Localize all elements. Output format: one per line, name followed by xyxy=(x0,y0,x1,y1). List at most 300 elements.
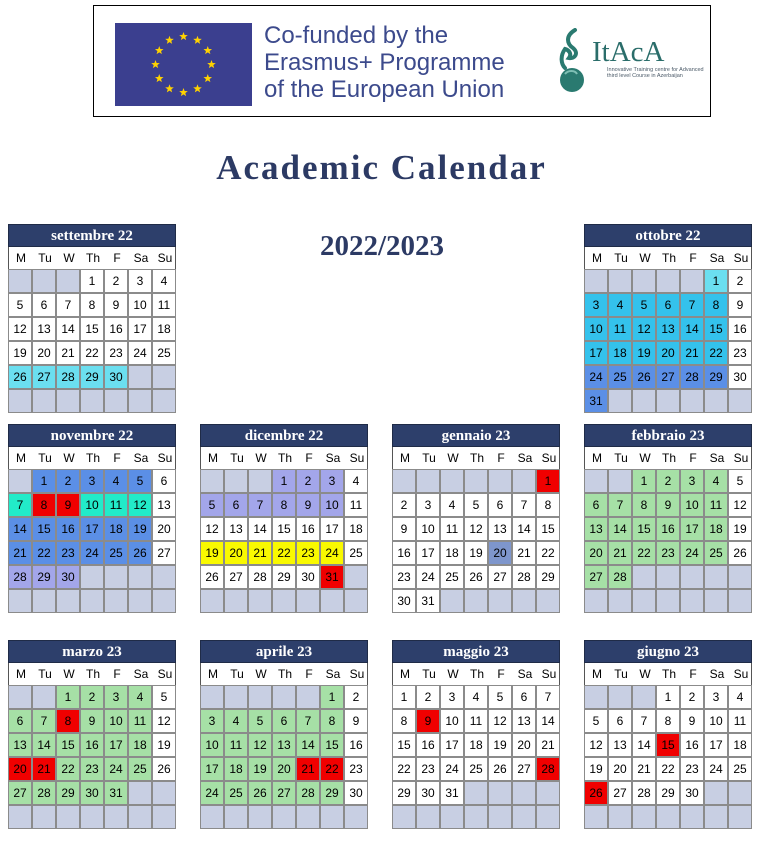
weekday-label: Su xyxy=(157,667,173,681)
day-cell: 8 xyxy=(56,709,80,733)
empty-cell xyxy=(584,269,608,293)
weekday-label: Tu xyxy=(230,451,244,465)
day-cell: 23 xyxy=(728,341,752,365)
weekday-label: Th xyxy=(85,667,100,681)
day-cell: 8 xyxy=(656,709,680,733)
empty-cell xyxy=(56,269,80,293)
empty-cell xyxy=(632,565,656,589)
day-cell: 20 xyxy=(224,541,248,565)
month-calendar xyxy=(200,424,368,613)
day-cell: 1 xyxy=(80,269,104,293)
empty-cell xyxy=(248,589,272,613)
month-title: maggio 23 xyxy=(392,640,560,663)
day-cell: 9 xyxy=(728,293,752,317)
day-cell: 24 xyxy=(440,757,464,781)
empty-cell xyxy=(464,805,488,829)
day-cell: 21 xyxy=(608,541,632,565)
day-cell: 7 xyxy=(296,709,320,733)
weekday-label: Tu xyxy=(38,251,52,265)
weekday-label: Tu xyxy=(614,451,628,465)
weekday-header xyxy=(392,663,560,685)
month-calendar xyxy=(392,424,560,613)
empty-cell xyxy=(584,685,608,709)
empty-cell xyxy=(608,589,632,613)
day-cell: 10 xyxy=(320,493,344,517)
weekday-label: M xyxy=(592,667,602,681)
day-cell: 27 xyxy=(272,781,296,805)
weekday-label: W xyxy=(447,451,459,465)
day-cell: 28 xyxy=(608,565,632,589)
day-cell: 19 xyxy=(728,517,752,541)
day-cell: 28 xyxy=(56,365,80,389)
weekday-label: M xyxy=(400,667,410,681)
month-calendar xyxy=(584,224,752,413)
day-cell: 15 xyxy=(32,517,56,541)
day-cell: 7 xyxy=(56,293,80,317)
day-cell: 25 xyxy=(224,781,248,805)
weekday-label: Su xyxy=(733,251,749,265)
empty-cell xyxy=(128,565,152,589)
empty-cell xyxy=(464,469,488,493)
day-cell: 15 xyxy=(704,317,728,341)
day-cell: 22 xyxy=(272,541,296,565)
weekday-label: Tu xyxy=(422,667,436,681)
day-cell: 16 xyxy=(296,517,320,541)
month-title: gennaio 23 xyxy=(392,424,560,447)
day-cell: 1 xyxy=(536,469,560,493)
weekday-label: Sa xyxy=(133,451,149,465)
day-cell: 15 xyxy=(56,733,80,757)
day-cell: 6 xyxy=(656,293,680,317)
empty-cell xyxy=(656,805,680,829)
empty-cell xyxy=(704,589,728,613)
itaca-subtitle: Innovative Training centre for Advanced third level Course in Azerbaijan xyxy=(607,67,704,79)
day-cell: 30 xyxy=(344,781,368,805)
day-cell: 12 xyxy=(464,517,488,541)
day-cell: 1 xyxy=(656,685,680,709)
empty-cell xyxy=(440,469,464,493)
day-cell: 17 xyxy=(416,541,440,565)
day-cell: 30 xyxy=(104,365,128,389)
empty-cell xyxy=(200,805,224,829)
day-cell: 14 xyxy=(632,733,656,757)
day-cell: 7 xyxy=(248,493,272,517)
day-cell: 25 xyxy=(608,365,632,389)
day-cell: 4 xyxy=(152,269,176,293)
month-title: settembre 22 xyxy=(8,224,176,247)
day-cell: 5 xyxy=(728,469,752,493)
day-grid xyxy=(200,685,368,829)
day-cell: 29 xyxy=(80,365,104,389)
day-cell: 10 xyxy=(440,709,464,733)
day-cell: 28 xyxy=(32,781,56,805)
day-cell: 30 xyxy=(80,781,104,805)
day-cell: 17 xyxy=(80,517,104,541)
weekday-label: F xyxy=(113,251,121,265)
empty-cell xyxy=(440,805,464,829)
weekday-label: Sa xyxy=(133,251,149,265)
empty-cell xyxy=(56,389,80,413)
day-cell: 25 xyxy=(344,541,368,565)
day-grid xyxy=(8,269,176,413)
empty-cell xyxy=(32,805,56,829)
day-cell: 20 xyxy=(656,341,680,365)
weekday-label: W xyxy=(63,667,75,681)
day-cell: 15 xyxy=(80,317,104,341)
weekday-label: Sa xyxy=(517,451,533,465)
day-cell: 12 xyxy=(728,493,752,517)
day-cell: 5 xyxy=(200,493,224,517)
weekday-label: M xyxy=(208,667,218,681)
empty-cell xyxy=(512,805,536,829)
day-cell: 9 xyxy=(296,493,320,517)
weekday-label: M xyxy=(400,451,410,465)
day-cell: 19 xyxy=(488,733,512,757)
empty-cell xyxy=(224,589,248,613)
empty-cell xyxy=(464,589,488,613)
weekday-label: Sa xyxy=(709,451,725,465)
day-cell: 3 xyxy=(680,469,704,493)
empty-cell xyxy=(632,589,656,613)
day-cell: 18 xyxy=(464,733,488,757)
empty-cell xyxy=(536,805,560,829)
day-cell: 12 xyxy=(128,493,152,517)
month-calendar xyxy=(8,424,176,613)
empty-cell xyxy=(680,269,704,293)
day-cell: 3 xyxy=(128,269,152,293)
day-cell: 4 xyxy=(704,469,728,493)
day-cell: 23 xyxy=(416,757,440,781)
empty-cell xyxy=(488,805,512,829)
weekday-label: Su xyxy=(733,667,749,681)
empty-cell xyxy=(56,805,80,829)
day-cell: 2 xyxy=(728,269,752,293)
day-grid xyxy=(8,469,176,613)
day-grid xyxy=(8,685,176,829)
month-title: febbraio 23 xyxy=(584,424,752,447)
weekday-header xyxy=(584,663,752,685)
day-cell: 25 xyxy=(128,757,152,781)
weekday-label: F xyxy=(305,667,313,681)
day-cell: 11 xyxy=(104,493,128,517)
empty-cell xyxy=(200,685,224,709)
day-cell: 25 xyxy=(704,541,728,565)
day-cell: 22 xyxy=(656,757,680,781)
weekday-label: Th xyxy=(277,667,292,681)
day-cell: 30 xyxy=(392,589,416,613)
day-cell: 15 xyxy=(656,733,680,757)
empty-cell xyxy=(656,565,680,589)
weekday-label: M xyxy=(592,451,602,465)
day-cell: 6 xyxy=(32,293,56,317)
empty-cell xyxy=(128,389,152,413)
day-cell: 22 xyxy=(320,757,344,781)
day-cell: 12 xyxy=(8,317,32,341)
day-cell: 12 xyxy=(152,709,176,733)
day-cell: 28 xyxy=(632,781,656,805)
empty-cell xyxy=(680,565,704,589)
day-cell: 16 xyxy=(416,733,440,757)
day-cell: 6 xyxy=(272,709,296,733)
day-cell: 3 xyxy=(440,685,464,709)
day-cell: 16 xyxy=(344,733,368,757)
day-cell: 27 xyxy=(656,365,680,389)
academic-year: 2022/2023 xyxy=(319,230,445,262)
day-cell: 14 xyxy=(296,733,320,757)
day-cell: 21 xyxy=(8,541,32,565)
empty-cell xyxy=(344,805,368,829)
day-cell: 22 xyxy=(632,541,656,565)
empty-cell xyxy=(608,469,632,493)
day-cell: 26 xyxy=(464,565,488,589)
day-cell: 9 xyxy=(80,709,104,733)
empty-cell xyxy=(32,389,56,413)
weekday-label: W xyxy=(639,451,651,465)
empty-cell xyxy=(488,589,512,613)
day-cell: 18 xyxy=(152,317,176,341)
empty-cell xyxy=(536,781,560,805)
weekday-label: W xyxy=(63,451,75,465)
empty-cell xyxy=(632,389,656,413)
day-cell: 31 xyxy=(584,389,608,413)
day-cell: 3 xyxy=(80,469,104,493)
empty-cell xyxy=(104,805,128,829)
day-cell: 9 xyxy=(680,709,704,733)
day-cell: 10 xyxy=(80,493,104,517)
day-cell: 11 xyxy=(464,709,488,733)
day-cell: 4 xyxy=(128,685,152,709)
weekday-label: Tu xyxy=(230,667,244,681)
day-cell: 22 xyxy=(704,341,728,365)
day-cell: 15 xyxy=(392,733,416,757)
day-cell: 30 xyxy=(56,565,80,589)
weekday-label: F xyxy=(497,451,505,465)
empty-cell xyxy=(536,589,560,613)
day-cell: 16 xyxy=(656,517,680,541)
day-cell: 21 xyxy=(632,757,656,781)
empty-cell xyxy=(344,565,368,589)
day-grid xyxy=(200,469,368,613)
day-cell: 26 xyxy=(632,365,656,389)
empty-cell xyxy=(152,781,176,805)
empty-cell xyxy=(680,389,704,413)
day-cell: 4 xyxy=(224,709,248,733)
empty-cell xyxy=(728,565,752,589)
month-title: aprile 23 xyxy=(200,640,368,663)
empty-cell xyxy=(632,269,656,293)
day-cell: 28 xyxy=(248,565,272,589)
day-cell: 23 xyxy=(104,341,128,365)
empty-cell xyxy=(608,805,632,829)
day-cell: 21 xyxy=(512,541,536,565)
day-cell: 27 xyxy=(152,541,176,565)
day-cell: 8 xyxy=(704,293,728,317)
empty-cell xyxy=(488,469,512,493)
month-title: giugno 23 xyxy=(584,640,752,663)
empty-cell xyxy=(104,589,128,613)
day-cell: 19 xyxy=(200,541,224,565)
day-cell: 5 xyxy=(152,685,176,709)
weekday-label: Tu xyxy=(38,667,52,681)
day-cell: 26 xyxy=(584,781,608,805)
day-cell: 25 xyxy=(440,565,464,589)
day-cell: 14 xyxy=(608,517,632,541)
day-cell: 9 xyxy=(392,517,416,541)
day-cell: 29 xyxy=(272,565,296,589)
month-calendar xyxy=(584,640,752,829)
day-cell: 13 xyxy=(224,517,248,541)
day-cell: 26 xyxy=(728,541,752,565)
weekday-header xyxy=(584,247,752,269)
day-cell: 14 xyxy=(56,317,80,341)
weekday-label: W xyxy=(63,251,75,265)
day-cell: 3 xyxy=(584,293,608,317)
month-title: dicembre 22 xyxy=(200,424,368,447)
day-cell: 13 xyxy=(152,493,176,517)
empty-cell xyxy=(32,685,56,709)
empty-cell xyxy=(224,805,248,829)
weekday-header xyxy=(8,663,176,685)
day-cell: 28 xyxy=(296,781,320,805)
weekday-label: Tu xyxy=(614,667,628,681)
empty-cell xyxy=(8,805,32,829)
day-cell: 15 xyxy=(536,517,560,541)
day-cell: 1 xyxy=(56,685,80,709)
day-cell: 8 xyxy=(80,293,104,317)
eu-flag-icon xyxy=(115,23,252,106)
day-cell: 7 xyxy=(632,709,656,733)
empty-cell xyxy=(80,805,104,829)
day-grid xyxy=(584,685,752,829)
weekday-label: Th xyxy=(85,451,100,465)
weekday-label: F xyxy=(113,667,121,681)
day-cell: 8 xyxy=(320,709,344,733)
day-cell: 20 xyxy=(32,341,56,365)
day-cell: 2 xyxy=(392,493,416,517)
day-cell: 2 xyxy=(416,685,440,709)
empty-cell xyxy=(656,389,680,413)
weekday-label: F xyxy=(689,451,697,465)
day-cell: 2 xyxy=(80,685,104,709)
day-cell: 19 xyxy=(128,517,152,541)
day-cell: 3 xyxy=(416,493,440,517)
day-cell: 2 xyxy=(104,269,128,293)
day-cell: 13 xyxy=(512,709,536,733)
day-cell: 10 xyxy=(704,709,728,733)
empty-cell xyxy=(104,389,128,413)
empty-cell xyxy=(128,589,152,613)
day-cell: 3 xyxy=(104,685,128,709)
day-cell: 17 xyxy=(200,757,224,781)
day-cell: 8 xyxy=(32,493,56,517)
day-cell: 22 xyxy=(392,757,416,781)
day-cell: 13 xyxy=(608,733,632,757)
day-cell: 9 xyxy=(344,709,368,733)
day-cell: 18 xyxy=(704,517,728,541)
empty-cell xyxy=(704,781,728,805)
day-cell: 19 xyxy=(632,341,656,365)
day-cell: 17 xyxy=(680,517,704,541)
day-cell: 24 xyxy=(320,541,344,565)
empty-cell xyxy=(200,589,224,613)
day-cell: 26 xyxy=(152,757,176,781)
day-cell: 20 xyxy=(152,517,176,541)
day-cell: 23 xyxy=(296,541,320,565)
day-cell: 21 xyxy=(248,541,272,565)
weekday-label: W xyxy=(639,667,651,681)
weekday-label: M xyxy=(16,251,26,265)
day-cell: 5 xyxy=(248,709,272,733)
empty-cell xyxy=(728,781,752,805)
day-cell: 19 xyxy=(248,757,272,781)
empty-cell xyxy=(608,685,632,709)
month-title: novembre 22 xyxy=(8,424,176,447)
empty-cell xyxy=(152,805,176,829)
day-cell: 15 xyxy=(632,517,656,541)
day-cell: 13 xyxy=(272,733,296,757)
day-cell: 21 xyxy=(296,757,320,781)
day-cell: 20 xyxy=(272,757,296,781)
empty-cell xyxy=(272,685,296,709)
day-cell: 9 xyxy=(656,493,680,517)
day-cell: 16 xyxy=(680,733,704,757)
weekday-label: Sa xyxy=(133,667,149,681)
empty-cell xyxy=(728,589,752,613)
eu-cofunded-text xyxy=(264,22,554,103)
day-cell: 29 xyxy=(704,365,728,389)
weekday-label: M xyxy=(16,667,26,681)
empty-cell xyxy=(248,469,272,493)
day-cell: 20 xyxy=(512,733,536,757)
day-cell: 19 xyxy=(464,541,488,565)
day-cell: 12 xyxy=(248,733,272,757)
empty-cell xyxy=(80,589,104,613)
day-cell: 26 xyxy=(128,541,152,565)
day-cell: 23 xyxy=(344,757,368,781)
day-cell: 1 xyxy=(392,685,416,709)
day-cell: 18 xyxy=(128,733,152,757)
day-cell: 18 xyxy=(344,517,368,541)
day-cell: 27 xyxy=(608,781,632,805)
day-cell: 25 xyxy=(104,541,128,565)
day-cell: 24 xyxy=(704,757,728,781)
empty-cell xyxy=(512,589,536,613)
day-cell: 23 xyxy=(56,541,80,565)
day-cell: 14 xyxy=(8,517,32,541)
day-cell: 28 xyxy=(512,565,536,589)
weekday-label: F xyxy=(689,251,697,265)
day-cell: 1 xyxy=(272,469,296,493)
day-cell: 24 xyxy=(80,541,104,565)
day-cell: 17 xyxy=(128,317,152,341)
day-cell: 19 xyxy=(8,341,32,365)
empty-cell xyxy=(8,589,32,613)
day-cell: 28 xyxy=(8,565,32,589)
day-cell: 11 xyxy=(728,709,752,733)
empty-cell xyxy=(512,781,536,805)
month-calendar xyxy=(8,640,176,829)
empty-cell xyxy=(656,269,680,293)
day-cell: 7 xyxy=(536,685,560,709)
day-cell: 21 xyxy=(536,733,560,757)
day-cell: 18 xyxy=(728,733,752,757)
weekday-label: W xyxy=(255,667,267,681)
day-cell: 3 xyxy=(320,469,344,493)
weekday-label: Sa xyxy=(325,667,341,681)
empty-cell xyxy=(488,781,512,805)
weekday-label: F xyxy=(113,451,121,465)
itaca-logo-icon xyxy=(557,28,587,94)
